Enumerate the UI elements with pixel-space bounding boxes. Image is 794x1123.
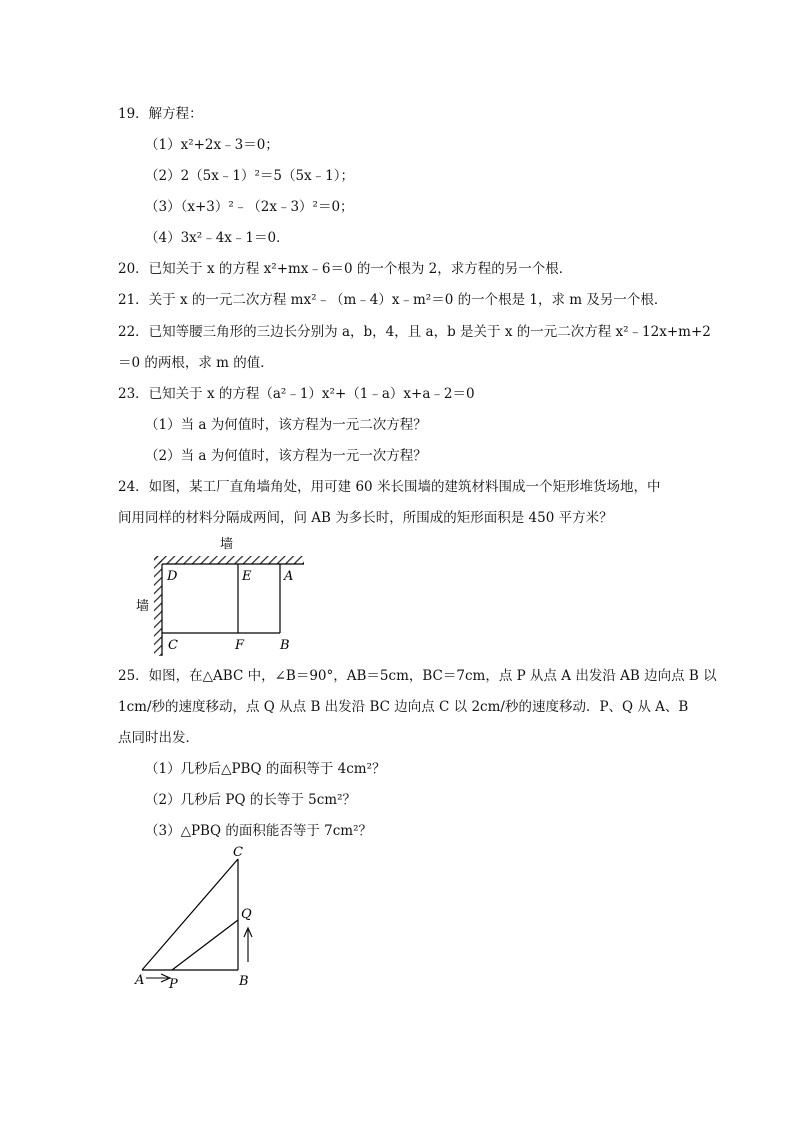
label-wall-left: 墙 (136, 599, 150, 614)
label-F: F (235, 638, 245, 653)
problem-19-part-1: （1）x²+2x﹣3＝0； (145, 137, 279, 153)
problem-25-line-2: 1cm/秒的速度移动，点 Q 从点 B 出发沿 BC 边向点 C 以 2cm/秒的速度移动．P、Q 从 A、B (118, 699, 689, 715)
problem-25-line-3: 点同时出发． (118, 730, 199, 746)
problem-25-part-3: （3）△PBQ 的面积能否等于 7cm²？ (145, 823, 372, 839)
segment-PQ (172, 920, 238, 970)
label-C: C (168, 638, 178, 653)
problem-25-line-1: 25．如图，在△ABC 中，∠B＝90°，AB＝5cm，BC＝7cm，点 P 从点 A 出发沿 AB 边向点 B 以 (118, 668, 717, 684)
label-E: E (242, 569, 252, 584)
problem-20: 20．已知关于 x 的方程 x²+mx﹣6＝0 的一个根为 2，求方程的另一个根． (118, 261, 573, 277)
problem-19-part-4: （4）3x²﹣4x﹣1＝0． (145, 230, 290, 246)
problem-25-part-1: （1）几秒后△PBQ 的面积等于 4cm²？ (145, 761, 386, 777)
label-A: A (284, 569, 294, 584)
label-Q: Q (241, 907, 252, 922)
problem-22-line-2: ＝0 的两根，求 m 的值． (118, 355, 274, 371)
problem-19-title: 19．解方程： (118, 106, 203, 122)
label-P: P (169, 977, 178, 992)
problem-23-part-1: （1）当 a 为何值时，该方程为一元二次方程？ (145, 417, 427, 433)
side-AC (142, 859, 238, 970)
problem-24-line-1: 24．如图，某工厂直角墙角处，用可建 60 米长围墙的建筑材料围成一个矩形堆货场地，中 (118, 479, 661, 495)
problem-24-line-2: 间用同样的材料分隔成两间，问 AB 为多长时，所围成的矩形面积是 450 平方米？ (118, 510, 613, 526)
figure-triangle (132, 842, 262, 992)
label-D: D (167, 569, 178, 584)
problem-25-part-2: （2）几秒后 PQ 的长等于 5cm²？ (145, 792, 356, 808)
problem-21: 21．关于 x 的一元二次方程 mx²﹣（m﹣4）x﹣m²＝0 的一个根是 1，求 m 及另一个根． (118, 292, 668, 308)
problem-22-line-1: 22．已知等腰三角形的三边长分别为 a，b，4，且 a，b 是关于 x 的一元二次方程 x²﹣12x+m+2 (118, 324, 711, 340)
wall-left-hatch (154, 556, 162, 656)
problem-23-part-2: （2）当 a 为何值时，该方程为一元一次方程？ (145, 448, 427, 464)
label-B: B (280, 638, 290, 653)
problem-19-part-3: （3）（x+3）²﹣（2x﹣3）²＝0； (145, 199, 354, 215)
wall-top-hatch (154, 556, 304, 564)
problem-19-part-2: （2）2（5x﹣1）²＝5（5x﹣1）； (145, 168, 355, 184)
label-A: A (135, 973, 145, 988)
label-C: C (233, 845, 243, 860)
figure-warehouse (130, 532, 320, 658)
label-wall-top: 墙 (220, 537, 234, 552)
label-B: B (239, 974, 249, 989)
problem-23: 23．已知关于 x 的方程（a²﹣1）x²+（1﹣a）x+a﹣2＝0 (118, 386, 475, 402)
